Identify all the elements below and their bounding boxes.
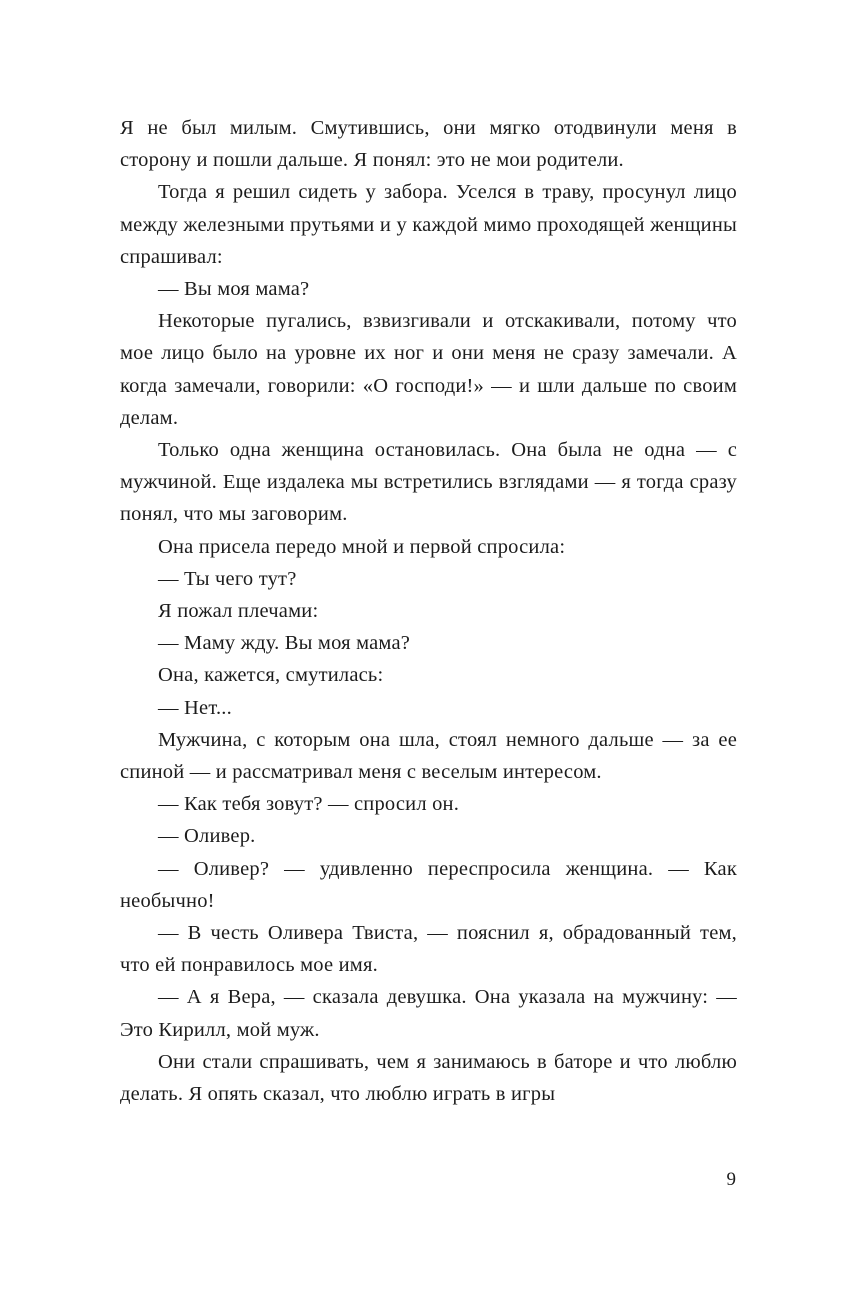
paragraph: — Нет... — [158, 696, 232, 719]
paragraph: — А я Вера, — сказала девушка. Она указала на мужчину: — Это Кирилл, мой муж. — [120, 986, 737, 1041]
paragraph: — Маму жду. Вы моя мама? — [158, 632, 411, 655]
page-number: 9 — [726, 1169, 736, 1190]
page-text — [120, 112, 737, 1110]
paragraph: Она присела передо мной и первой спросила: — [158, 535, 566, 558]
paragraph: — Оливер. — [158, 825, 256, 848]
paragraph: Я не был милым. Смутившись, они мягко отодвинули меня в сторону и пошли дальше. Я понял: это не мои родители. — [120, 117, 737, 172]
paragraph: Только одна женщина остановилась. Она была не одна — с мужчиной. Еще издалека мы встретились взглядами — я тогда сразу понял, что мы заговорим. — [120, 439, 737, 526]
paragraph: — В честь Оливера Твиста, — пояснил я, обрадованный тем, что ей понравилось мое имя. — [120, 922, 737, 977]
paragraph: — Оливер? — удивленно переспросила женщина. — Как необычно! — [120, 857, 737, 912]
paragraph: — Вы моя мама? — [158, 278, 310, 301]
paragraph: Тогда я решил сидеть у забора. Уселся в траву, просунул лицо между железными прутьями и у каждой мимо проходящей женщины спрашивал: — [120, 181, 737, 268]
paragraph: Она, кажется, смутилась: — [158, 664, 384, 687]
paragraph: Некоторые пугались, взвизгивали и отскакивали, потому что мое лицо было на уровне их ног и они меня не сразу замечали. А когда замечали, говорили: «О господи!» — и шли дальше по своим делам. — [120, 310, 737, 429]
paragraph: — Ты чего тут? — [158, 567, 297, 590]
paragraph: — Как тебя зовут? — спросил он. — [158, 793, 460, 816]
paragraph: Они стали спрашивать, чем я занимаюсь в баторе и что люблю делать. Я опять сказал, что люблю играть в игры — [120, 1050, 737, 1106]
paragraph: Я пожал плечами: — [158, 600, 319, 623]
paragraph: Мужчина, с которым она шла, стоял немного дальше — за ее спиной — и рассматривал меня с веселым интересом. — [120, 728, 737, 784]
